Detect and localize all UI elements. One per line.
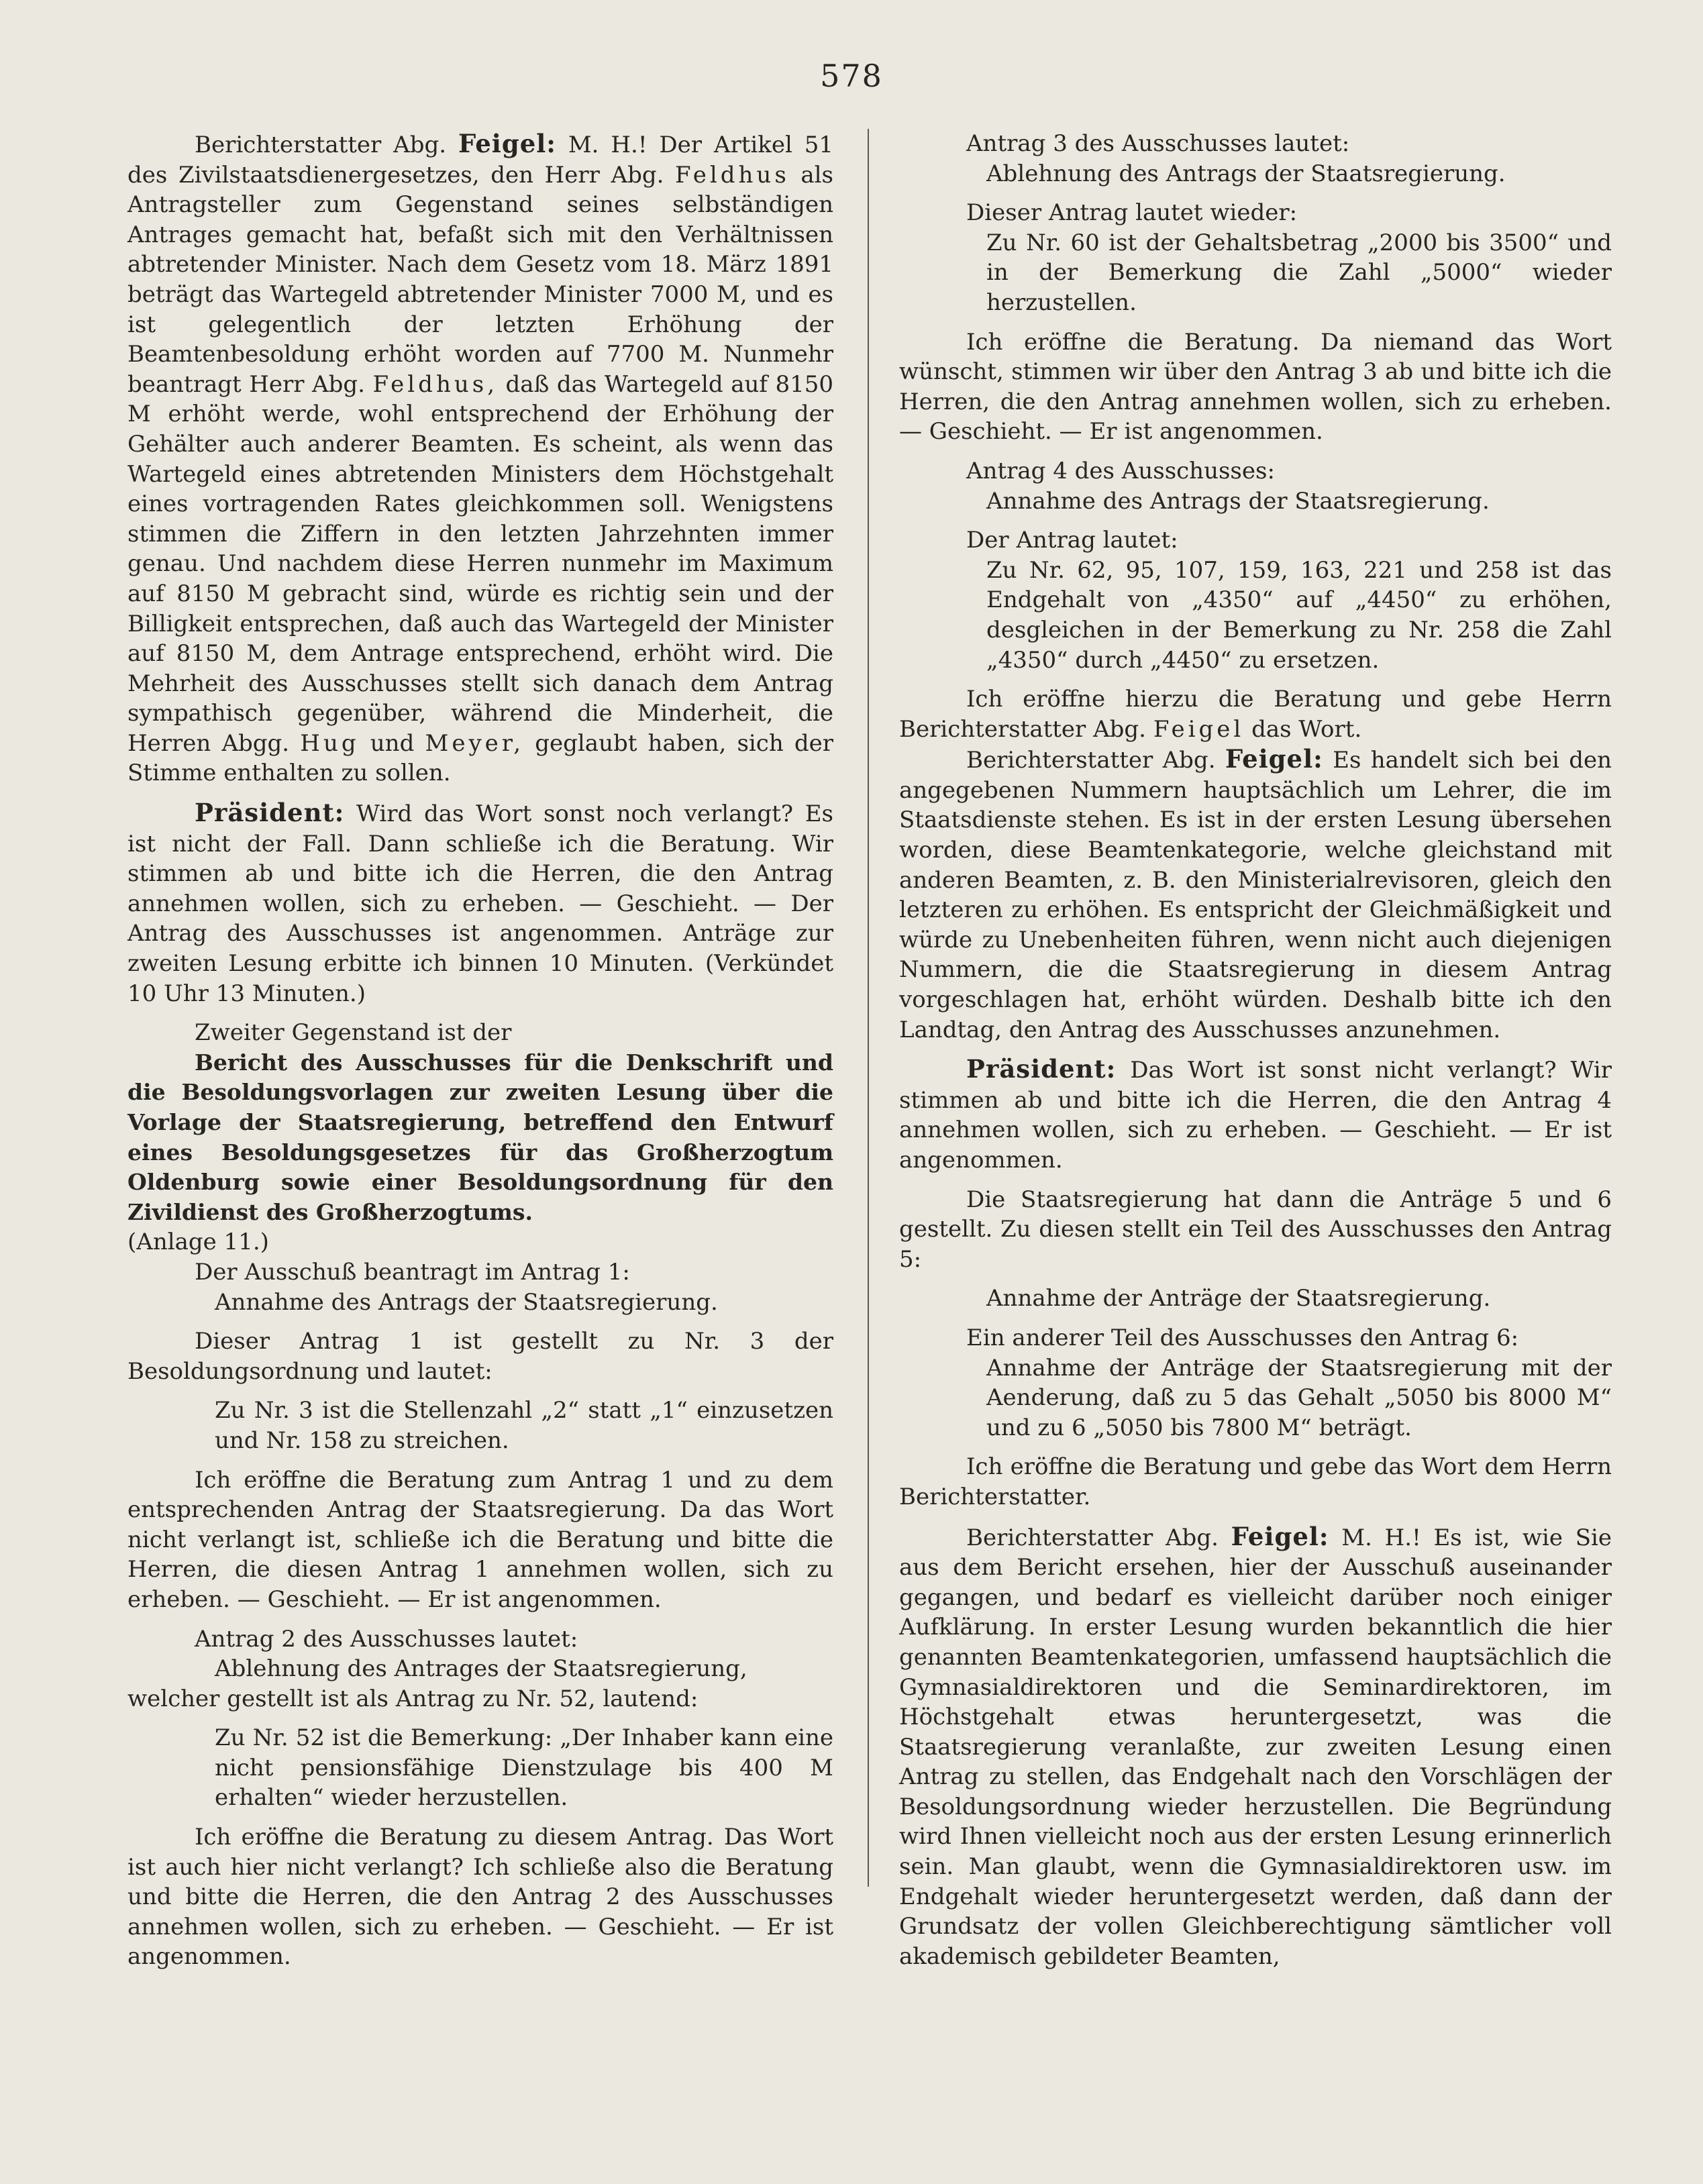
right-paragraph-16: Annahme der Anträge der Staatsregierung mit der Aenderung, daß zu 5 das Gehalt „5050 bis 8000 M“ und zu 6 „5050 bis 7800 M“ beträgt.: [986, 1354, 1612, 1441]
right-paragraph-17: Ich eröffne die Beratung und gebe das Wort dem Herrn Berichterstatter.: [899, 1453, 1612, 1510]
right-paragraph-3: Dieser Antrag lautet wieder:: [966, 199, 1298, 227]
left-paragraph-3: Zweiter Gegenstand ist der: [195, 1019, 512, 1047]
text-run: als Antragsteller zum Gegenstand seines selbständigen Antrages gemacht hat, befaßt sich mit den Verhältnissen abtretender Minister. Nach dem Gesetz vom 18. März 1891 beträgt das Wartegeld abtretender Minister 7000 M, und es ist gelegentlich der letzten Erhöhung der Beamtenbesoldung erhöht worden auf 7700 M. Nunmehr beantragt Herr Abg.: [127, 161, 833, 398]
left-column: [127, 129, 833, 1972]
right-paragraph-18: [899, 1522, 1612, 1972]
text-run: M. H.! Es ist, wie Sie aus dem Bericht ersehen, hier der Ausschuß auseinander gegangen, und bedarf es vielleicht darüber noch einiger Aufklärung. In erster Lesung wurden bekanntlich die hier genannten Beamtenkategorien, umfassend hauptsächlich die Gymnasialdirektoren und die Seminardirektoren, im Höchstgehalt etwas heruntergesetzt, was die Staatsregierung veranlaßte, zur zweiten Lesung einen Antrag zu stellen, das Endgehalt nach den Vorschlägen der Besoldungsordnung wieder herzustellen. Die Begründung wird Ihnen vielleicht noch aus der ersten Lesung erinnerlich sein. Man glaubt, wenn die Gymnasialdirektoren usw. im Endgehalt wieder heruntergesetzt werden, daß dann der Grundsatz der vollen Gleichberechtigung sämtlicher voll akademisch gebildeter Beamten,: [899, 1524, 1612, 1970]
left-paragraph-2: [127, 798, 833, 1008]
speaker-name: Präsident:: [195, 798, 345, 828]
left-paragraph-12: welcher gestellt ist als Antrag zu Nr. 52, lautend:: [127, 1685, 699, 1712]
right-paragraph-9: Zu Nr. 62, 95, 107, 159, 163, 221 und 258 ist das Endgehalt von „4350“ auf „4450“ zu erhöhen, desgleichen in der Bemerkung zu Nr. 258 die Zahl „4350“ durch „4450“ zu ersetzen.: [986, 556, 1612, 674]
right-paragraph-2: Ablehnung des Antrags der Staatsregierung.: [986, 160, 1506, 187]
person-name: Meyer,: [425, 729, 525, 757]
reporter-lead: Berichterstatter Abg.: [195, 132, 447, 158]
text-run: geglaubt haben, sich der Stimme enthalten zu sollen.: [127, 729, 834, 787]
left-paragraph-14: Ich eröffne die Beratung zu diesem Antrag. Das Wort ist auch hier nicht verlangt? Ich schließe also die Beratung und bitte die Herren, die den Antrag 2 des Ausschusses annehmen wollen, sich zu erheben. — Geschieht. — Er ist angenommen.: [127, 1824, 833, 1971]
text-run: Das Wort ist sonst nicht verlangt? Wir stimmen ab und bitte ich die Herren, die den Antrag 4 annehmen wollen, sich zu erheben. — Geschieht. — Er ist angenommen.: [899, 1057, 1612, 1174]
right-column: [899, 129, 1612, 1971]
speaker-name: Präsident:: [966, 1054, 1117, 1084]
right-paragraph-10: [899, 684, 1612, 744]
text-run: und: [370, 729, 415, 757]
speaker-name: Feigel:: [1225, 744, 1323, 774]
speaker-name: Feigel:: [458, 129, 556, 158]
agenda-item-title: Bericht des Ausschusses für die Denkschrift und die Besoldungsvorlagen zur zweiten Lesung über die Vorlage der Staatsregierung, betreffend den Entwurf eines Besoldungsgesetzes für das Großherzogtum Oldenburg sowie einer Besoldungsordnung für den Zivildienst des Großherzogtums.: [127, 1049, 833, 1225]
left-paragraph-11: Ablehnung des Antrages der Staatsregierung,: [215, 1655, 747, 1683]
right-paragraph-15: Ein anderer Teil des Ausschusses den Antrag 6:: [966, 1324, 1519, 1351]
text-run: Ich eröffne hierzu die Beratung und gebe Herrn Berichterstatter Abg.: [899, 686, 1612, 743]
text-run: das Wort.: [1251, 715, 1362, 743]
right-paragraph-6: Antrag 4 des Ausschusses:: [966, 457, 1275, 484]
column-divider: [868, 129, 869, 1887]
left-paragraph-8: Zu Nr. 3 ist die Stellenzahl „2“ statt „1“ einzusetzen und Nr. 158 zu streichen.: [215, 1397, 833, 1454]
right-paragraph-13: Die Staatsregierung hat dann die Anträge 5 und 6 gestellt. Zu diesen stellt ein Teil des Ausschusses den Antrag 5:: [899, 1186, 1612, 1273]
text-run: daß das Wartegeld auf 8150 M erhöht werde, wohl entsprechend der Erhöhung der Gehälter auch anderer Beamten. Es scheint, als wenn das Wartegeld eines abtretenden Ministers dem Höchstgehalt eines vortragenden Rates gleichkommen soll. Wenigstens stimmen die Ziffern in den letzten Jahrzehnten immer genau. Und nachdem diese Herren nunmehr im Maximum auf 8150 M gebracht sind, würde es richtig sein und der Billigkeit entsprechen, daß auch das Wartegeld der Minister auf 8150 M, dem Antrage entsprechend, erhöht wird. Die Mehrheit des Ausschusses stellt sich danach dem Antrag sympathisch gegenüber, während die Minderheit, die Herren Abgg.: [127, 370, 834, 757]
left-paragraph-10: Antrag 2 des Ausschusses lautet:: [195, 1625, 578, 1653]
right-paragraph-14: Annahme der Anträge der Staatsregierung.: [986, 1285, 1491, 1312]
right-paragraph-5: Ich eröffne die Beratung. Da niemand das Wort wünscht, stimmen wir über den Antrag 3 ab und bitte ich die Herren, die den Antrag annehmen wollen, sich zu erheben. — Geschieht. — Er ist angenommen.: [899, 328, 1612, 446]
text-run: M. H.! Der Artikel 51 des Zivilstaatsdienergesetzes, den Herr Abg.: [127, 132, 834, 189]
right-paragraph-4: Zu Nr. 60 ist der Gehaltsbetrag „2000 bis 3500“ und in der Bemerkung die Zahl „5000“ wieder herzustellen.: [986, 229, 1612, 316]
text-run: Es handelt sich bei den angegebenen Nummern hauptsächlich um Lehrer, die im Staatsdienste stehen. Es ist in der ersten Lesung übersehen worden, diese Beamtenkategorie, welche gleichstand mit anderen Beamten, z. B. den Ministerialrevisoren, gleich den letzteren zu erhöhen. Es entspricht der Gleichmäßigkeit und würde zu Unebenheiten führen, wenn nicht auch diejenigen Nummern, die die Staatsregierung in diesem Antrag vorgeschlagen hat, erhöht würden. Deshalb bitte ich den Landtag, den Antrag des Ausschusses anzunehmen.: [899, 747, 1612, 1043]
person-name: Feldhus,: [372, 370, 498, 398]
left-paragraph-1: [127, 129, 833, 788]
person-name: Feigel: [1153, 715, 1245, 743]
reporter-lead: Berichterstatter Abg.: [966, 1524, 1219, 1551]
page-number: 578: [820, 58, 883, 94]
person-name: Hug: [300, 729, 360, 757]
right-paragraph-8: Der Antrag lautet:: [966, 527, 1178, 554]
left-paragraph-5: Der Ausschuß beantragt im Antrag 1:: [195, 1258, 630, 1286]
left-paragraph-6: Annahme des Antrags der Staatsregierung.: [215, 1288, 718, 1316]
person-name: Feldhus: [675, 161, 790, 189]
text-run: Wird das Wort sonst noch verlangt? Es ist nicht der Fall. Dann schließe ich die Beratung. Wir stimmen ab und bitte ich die Herren, die den Antrag annehmen wollen, sich zu erheben. — Geschieht. — Der Antrag des Ausschusses ist angenommen. Anträge zur zweiten Lesung erbitte ich binnen 10 Minuten. (Verkündet 10 Uhr 13 Minuten.): [127, 800, 833, 1007]
left-paragraph-9: Ich eröffne die Beratung zum Antrag 1 und zu dem entsprechenden Antrag der Staatsregierung. Da das Wort nicht verlangt ist, schließe ich die Beratung und bitte die Herren, die diesen Antrag 1 annehmen wollen, sich zu erheben. — Geschieht. — Er ist angenommen.: [127, 1466, 833, 1613]
right-paragraph-7: Annahme des Antrags der Staatsregierung.: [986, 487, 1490, 515]
reporter-lead: Berichterstatter Abg.: [966, 747, 1216, 774]
left-paragraph-7: Dieser Antrag 1 ist gestellt zu Nr. 3 der Besoldungsordnung und lautet:: [127, 1328, 833, 1385]
right-paragraph-1: Antrag 3 des Ausschusses lautet:: [966, 130, 1350, 157]
left-paragraph-13: Zu Nr. 52 ist die Bemerkung: „Der Inhaber kann eine nicht pensionsfähige Dienstzulage bis 400 M erhalten“ wieder herzustellen.: [215, 1724, 833, 1812]
speaker-name: Feigel:: [1231, 1521, 1329, 1551]
right-paragraph-11: [899, 744, 1612, 1045]
annex-reference: (Anlage 11.): [127, 1229, 269, 1256]
right-paragraph-12: [899, 1054, 1612, 1175]
